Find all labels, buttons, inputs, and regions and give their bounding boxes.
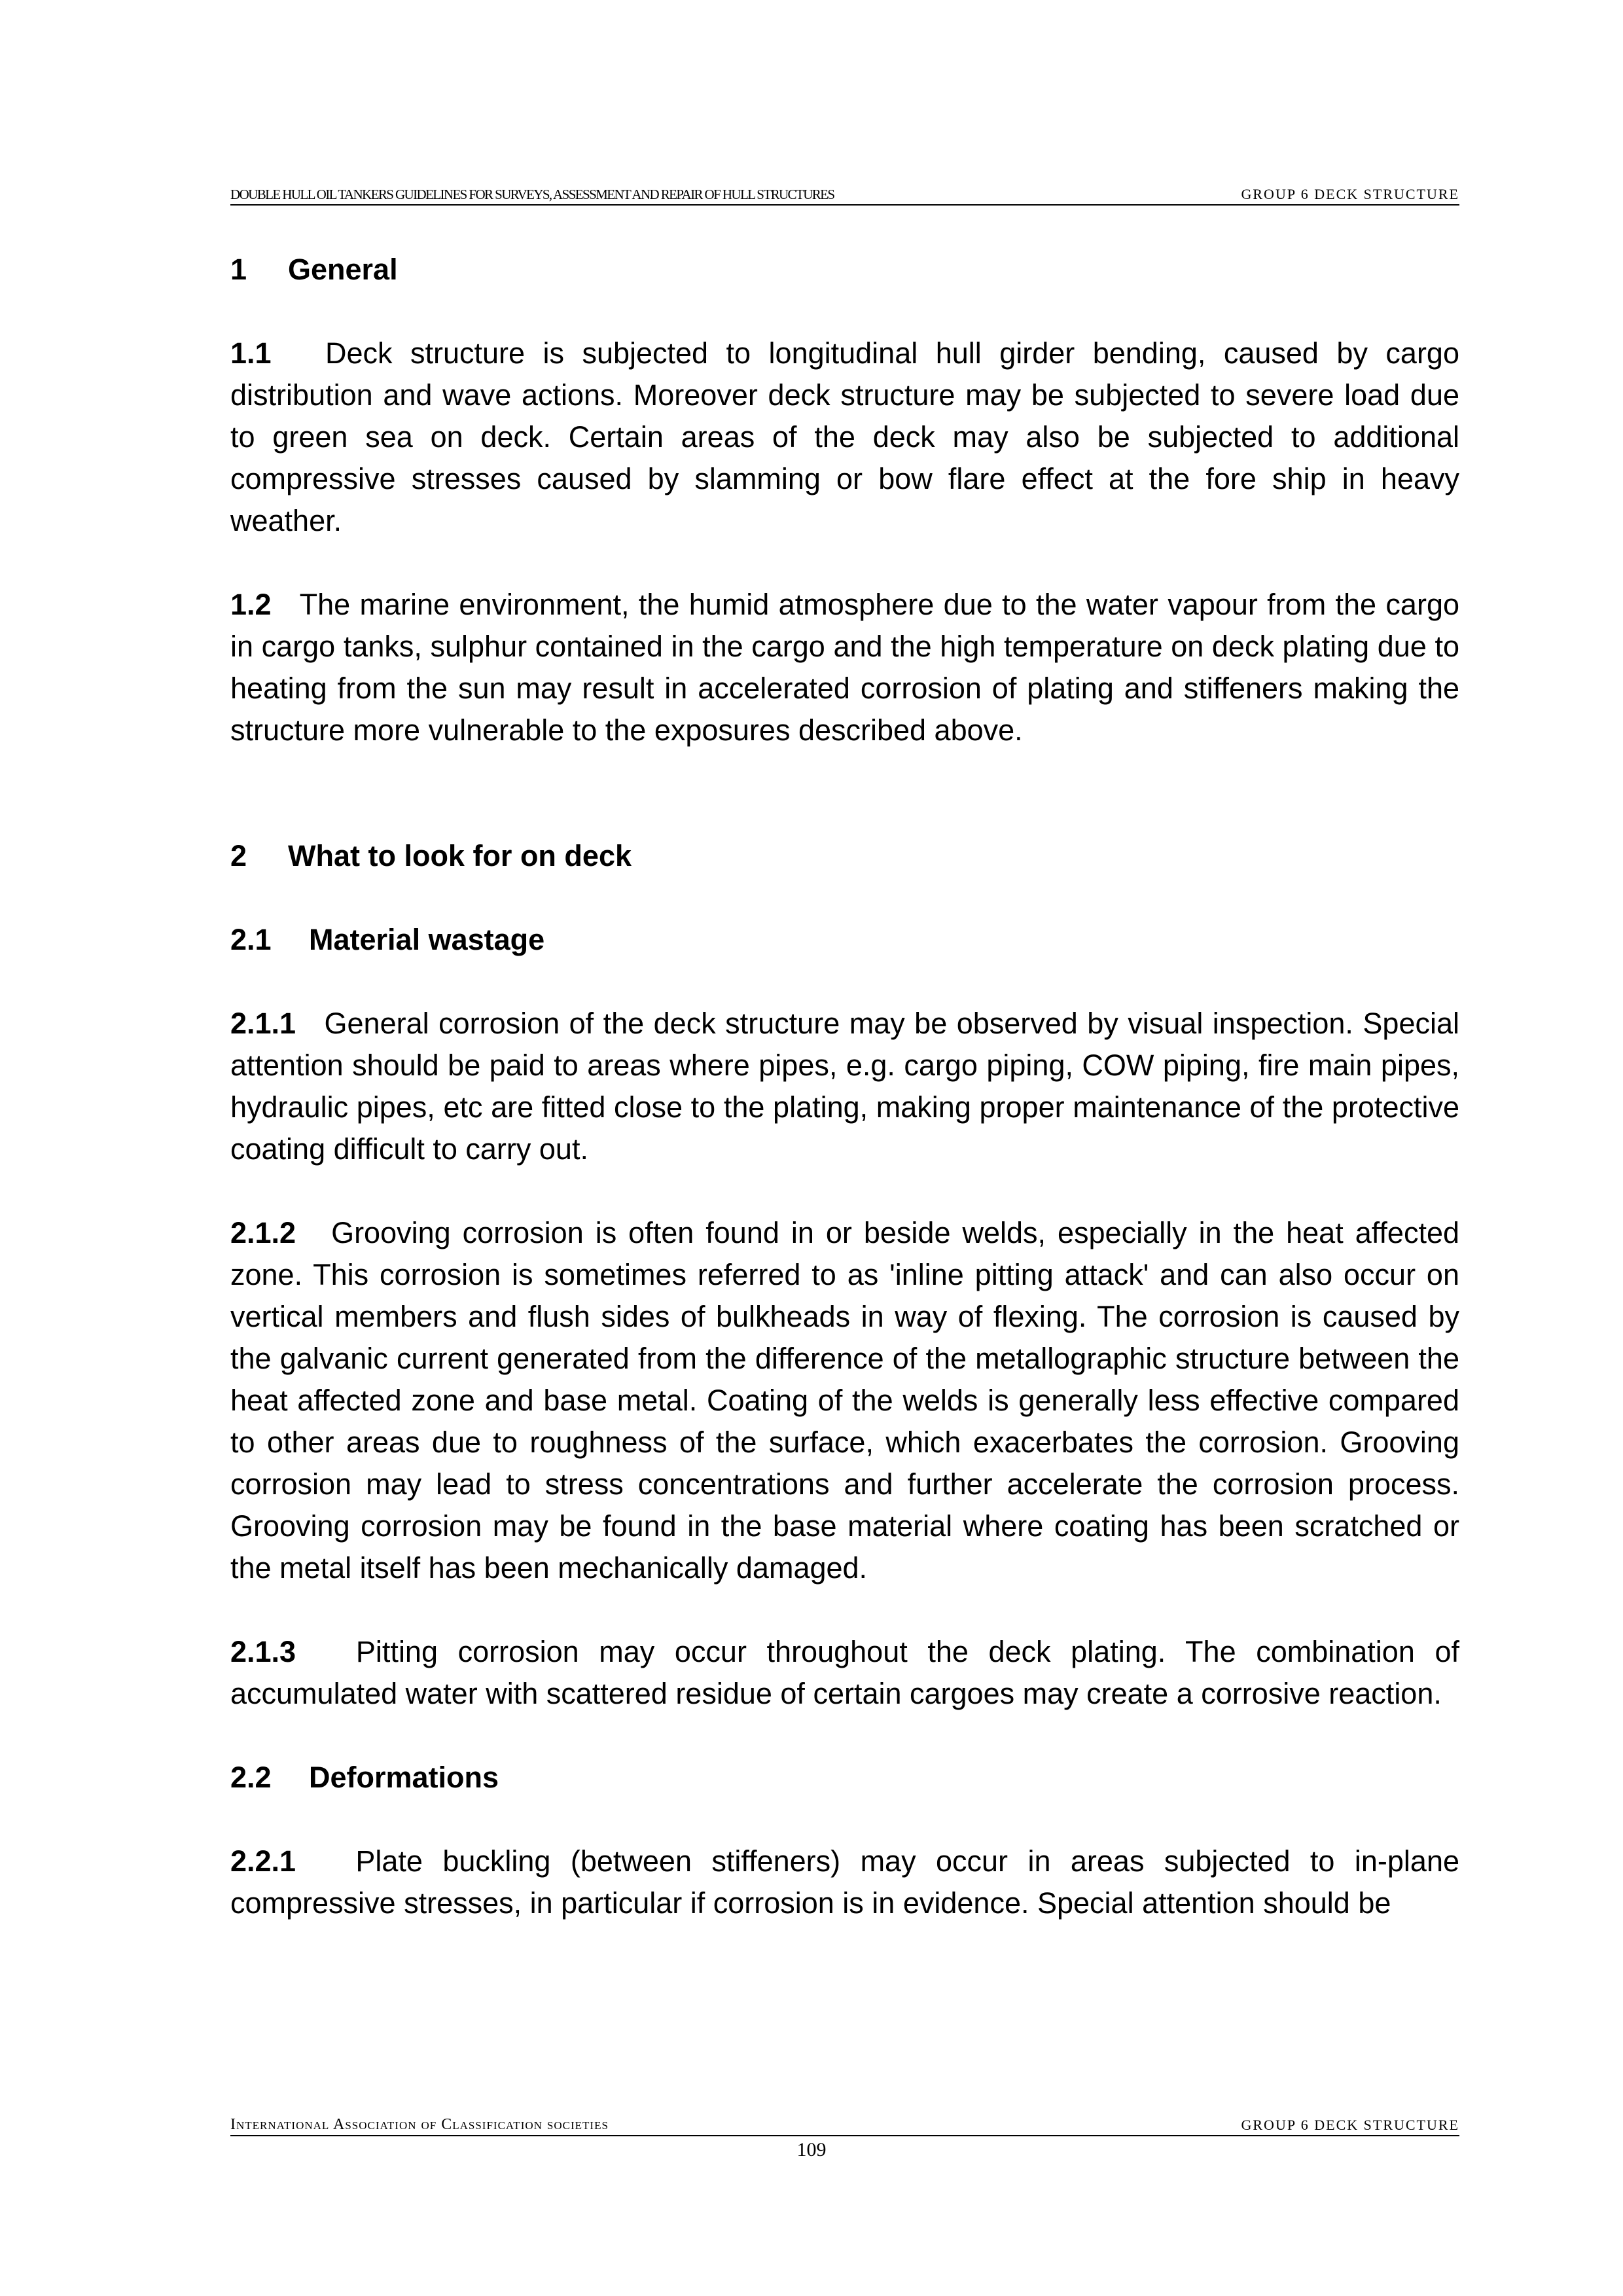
header-document-title: DOUBLE HULL OIL TANKERS GUIDELINES FOR SURVEYS, ASSESSMENT AND REPAIR OF HULL STRUCTURES — [230, 187, 834, 202]
paragraph-text: Pitting corrosion may occur throughout the deck plating. The combination of accumulated water with scattered residue of certain cargoes may create a corrosive reaction. — [230, 1635, 1459, 1710]
paragraph-text: Grooving corrosion is often found in or beside welds, especially in the heat affected zone. This corrosion is sometimes referred to as 'inline pitting attack' and can also occur on vertical members and flush sides of bulkheads in way of flexing. The corrosion is caused by the galvanic current generated from the difference of the metallographic structure between the heat affected zone and base metal. Coating of the welds is generally less effective compared to other areas due to roughness of the surface, which exacerbates the corrosion. Grooving corrosion may lead to stress concentrations and further accelerate the corrosion process. Grooving corrosion may be found in the base material where coating has been scratched or the metal itself has been mechanically damaged. — [230, 1216, 1459, 1585]
subsection-heading-2-1 — [230, 919, 1459, 961]
paragraph-text: General corrosion of the deck structure may be observed by visual inspection. Special attention should be paid to areas where pipes, e.g. cargo piping, COW piping, fire main pipes, hydraulic pipes, etc are fitted close to the plating, making proper maintenance of the protective coating difficult to carry out. — [230, 1007, 1459, 1166]
running-header — [230, 187, 1459, 206]
section-number: 2 — [230, 839, 247, 872]
section-title: What to look for on deck — [288, 839, 632, 872]
body-content — [230, 249, 1459, 1924]
section-heading-1 — [230, 249, 1459, 291]
paragraph-2-1-2 — [230, 1212, 1459, 1589]
paragraph-text: The marine environment, the humid atmosphere due to the water vapour from the cargo in cargo tanks, sulphur contained in the cargo and the high temperature on deck plating due to heating from the sun may result in accelerated corrosion of plating and stiffeners making the structure more vulnerable to the exposures described above. — [230, 588, 1459, 747]
paragraph-number: 1.1 — [230, 336, 272, 370]
footer-organization: International Association of Classification societies — [230, 2116, 609, 2133]
subsection-title: Material wastage — [309, 923, 545, 956]
subsection-heading-2-2 — [230, 1757, 1459, 1799]
footer-group-title: GROUP 6 DECK STRUCTURE — [1241, 2117, 1459, 2133]
paragraph-number: 2.1.3 — [230, 1635, 296, 1668]
paragraph-2-1-1 — [230, 1003, 1459, 1170]
paragraph-text: Plate buckling (between stiffeners) may occur in areas subjected to in-plane compressive stresses, in particular if corrosion is in evidence. Special attention should be — [230, 1844, 1459, 1920]
paragraph-2-2-1 — [230, 1840, 1459, 1924]
subsection-number: 2.2 — [230, 1761, 272, 1794]
section-heading-2 — [230, 835, 1459, 877]
section-title: General — [288, 253, 398, 286]
paragraph-1-2 — [230, 584, 1459, 751]
paragraph-number: 2.1.2 — [230, 1216, 296, 1249]
paragraph-number: 1.2 — [230, 588, 272, 621]
subsection-number: 2.1 — [230, 923, 272, 956]
subsection-title: Deformations — [309, 1761, 499, 1794]
running-footer — [230, 2115, 1459, 2136]
page-number: 109 — [796, 2139, 827, 2161]
header-group-title: GROUP 6 DECK STRUCTURE — [1241, 186, 1459, 202]
paragraph-text: Deck structure is subjected to longitudinal hull girder bending, caused by cargo distribution and wave actions. Moreover deck structure may be subjected to severe load due to green sea on deck. Certain areas of the deck may also be subjected to additional compressive stresses caused by slamming or bow flare effect at the fore ship in heavy weather. — [230, 336, 1459, 537]
paragraph-1-1 — [230, 332, 1459, 542]
section-number: 1 — [230, 253, 247, 286]
paragraph-number: 2.2.1 — [230, 1844, 296, 1878]
paragraph-2-1-3 — [230, 1631, 1459, 1715]
paragraph-number: 2.1.1 — [230, 1007, 296, 1040]
